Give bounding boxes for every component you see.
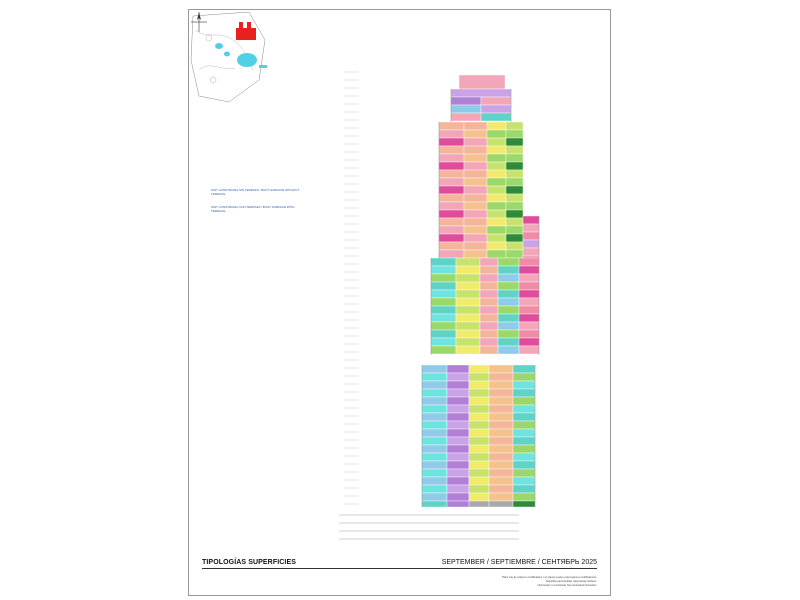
apartment-cell: [439, 186, 464, 194]
apartment-cell: [456, 258, 480, 266]
apartment-cell: [498, 330, 519, 338]
apartment-cell: [464, 154, 487, 162]
apartment-cell: [523, 240, 539, 248]
apartment-cell: [447, 477, 469, 485]
apartment-cell: [480, 322, 498, 330]
apartment-cell: [513, 365, 535, 373]
apartment-cell: [519, 346, 539, 354]
apartment-cell: [439, 162, 464, 170]
apartment-cell: [464, 250, 487, 258]
apartment-cell: [439, 218, 464, 226]
apartment-cell: [431, 298, 456, 306]
apartment-cell: [489, 381, 513, 389]
apartment-cell: [456, 346, 480, 354]
apartment-cell: [513, 469, 535, 477]
apartment-cell: [481, 97, 511, 105]
apartment-cell: [464, 194, 487, 202]
apartment-cell: [498, 314, 519, 322]
apartment-cell: [456, 282, 480, 290]
apartment-cell: [480, 298, 498, 306]
apartment-cell: [469, 469, 489, 477]
apartment-cell: [519, 330, 539, 338]
apartment-cell: [439, 122, 464, 130]
apartment-cell: [513, 461, 535, 469]
apartment-cell: [439, 210, 464, 218]
apartment-cell: [513, 477, 535, 485]
apartment-cell: [456, 314, 480, 322]
apartment-cell: [506, 146, 523, 154]
apartment-cell: [469, 413, 489, 421]
apartment-cell: [489, 429, 513, 437]
apartment-cell: [447, 405, 469, 413]
apartment-cell: [498, 274, 519, 282]
apartment-cell: [506, 186, 523, 194]
apartment-cell: [506, 138, 523, 146]
apartment-cell: [439, 178, 464, 186]
date-label: SEPTEMBER / SEPTIEMBRE / СЕНТЯБРЬ 2025: [441, 559, 597, 566]
apartment-cell: [506, 202, 523, 210]
apartment-cell: [431, 322, 456, 330]
apartment-cell: [464, 218, 487, 226]
apartment-cell: [489, 485, 513, 493]
apartment-cell: [519, 282, 539, 290]
apartment-cell: [489, 453, 513, 461]
apartment-cell: [456, 266, 480, 274]
apartment-cell: [431, 282, 456, 290]
apartment-cell: [498, 258, 519, 266]
apartment-cell: [480, 290, 498, 298]
apartment-cell: [431, 274, 456, 282]
apartment-cell: [464, 130, 487, 138]
apartment-cell: [513, 501, 535, 507]
disclaimer-line: Información no contractual. Non-contractual information.: [537, 584, 597, 587]
apartment-cell: [480, 338, 498, 346]
apartment-cell: [519, 306, 539, 314]
apartment-cell: [431, 346, 456, 354]
apartment-cell: [431, 306, 456, 314]
apartment-cell: [447, 437, 469, 445]
apartment-cell: [422, 485, 447, 493]
apartment-cell: [519, 266, 539, 274]
apartment-cell: [506, 250, 523, 258]
apartment-cell: [464, 178, 487, 186]
apartment-cell: [422, 493, 447, 501]
apartment-cell: [513, 421, 535, 429]
apartment-cell: [469, 397, 489, 405]
apartment-cell: [469, 437, 489, 445]
apartment-cell: [469, 477, 489, 485]
apartment-cell: [469, 365, 489, 373]
apartment-cell: [519, 338, 539, 346]
apartment-cell: [480, 330, 498, 338]
apartment-cell: [523, 248, 539, 256]
apartment-cell: [523, 216, 539, 224]
apartment-cell: [422, 469, 447, 477]
apartment-cell: [487, 194, 506, 202]
apartment-cell: [489, 421, 513, 429]
apartment-cell: [447, 501, 469, 507]
disclaimer-line: Superficies aproximadas. Approximate surfaces.: [545, 580, 597, 583]
apartment-cell: [469, 485, 489, 493]
apartment-cell: [456, 330, 480, 338]
apartment-cell: [487, 234, 506, 242]
apartment-cell: [519, 322, 539, 330]
apartment-cell: [469, 381, 489, 389]
apartment-cell: [439, 138, 464, 146]
apartment-cell: [439, 194, 464, 202]
apartment-cell: [498, 282, 519, 290]
apartment-cell: [513, 429, 535, 437]
apartment-cell: [464, 146, 487, 154]
apartment-cell: [469, 501, 489, 507]
apartment-cell: [498, 298, 519, 306]
apartment-cell: [422, 501, 447, 507]
apartment-cell: [422, 421, 447, 429]
apartment-cell: [469, 405, 489, 413]
apartment-cell: [487, 162, 506, 170]
apartment-cell: [489, 493, 513, 501]
apartment-cell: [519, 274, 539, 282]
apartment-cell: [469, 461, 489, 469]
apartment-cell: [487, 242, 506, 250]
apartment-cell: [513, 405, 535, 413]
apartment-cell: [498, 306, 519, 314]
apartment-cell: [523, 232, 539, 240]
apartment-cell: [456, 338, 480, 346]
apartment-cell: [469, 373, 489, 381]
apartment-cell: [498, 346, 519, 354]
apartment-cell: [513, 453, 535, 461]
apartment-cell: [513, 445, 535, 453]
apartment-cell: [487, 122, 506, 130]
apartment-cell: [464, 242, 487, 250]
apartment-cell: [422, 389, 447, 397]
apartment-cell: [498, 322, 519, 330]
apartment-cell: [439, 242, 464, 250]
apartment-cell: [447, 373, 469, 381]
apartment-cell: [464, 138, 487, 146]
apartment-cell: [464, 162, 487, 170]
apartment-cell: [513, 389, 535, 397]
apartment-cell: [489, 437, 513, 445]
apartment-cell: [513, 397, 535, 405]
apartment-cell: [480, 274, 498, 282]
apartment-cell: [487, 178, 506, 186]
apartment-cell: [523, 224, 539, 232]
apartment-cell: [481, 105, 511, 113]
note-built-with-terrace: SUP. CONSTRUIDA CON TERRAZA / BUILT SURFACE WITH TERRACE: [211, 205, 295, 213]
apartment-cell: [519, 258, 539, 266]
apartment-cell: [469, 389, 489, 397]
apartment-cell: [487, 210, 506, 218]
apartment-cell: [489, 373, 513, 381]
apartment-cell: [487, 146, 506, 154]
apartment-cell: [451, 113, 481, 121]
apartment-cell: [422, 437, 447, 445]
apartment-cell: [489, 469, 513, 477]
apartment-cell: [431, 266, 456, 274]
apartment-cell: [422, 461, 447, 469]
apartment-cell: [464, 226, 487, 234]
apartment-cell: [487, 218, 506, 226]
apartment-cell: [506, 154, 523, 162]
apartment-cell: [513, 493, 535, 501]
apartment-cell: [506, 122, 523, 130]
apartment-cell: [487, 226, 506, 234]
apartment-cell: [513, 437, 535, 445]
apartment-cell: [447, 429, 469, 437]
apartment-cell: [498, 338, 519, 346]
apartment-cell: [513, 413, 535, 421]
apartment-cell: [506, 162, 523, 170]
apartment-cell: [489, 405, 513, 413]
apartment-cell: [464, 202, 487, 210]
apartment-cell: [439, 170, 464, 178]
apartment-cell: [487, 250, 506, 258]
apartment-cell: [469, 421, 489, 429]
apartment-cell: [506, 234, 523, 242]
apartment-cell: [431, 290, 456, 298]
apartment-cell: [431, 258, 456, 266]
apartment-cell: [447, 389, 469, 397]
apartment-cell: [487, 170, 506, 178]
apartment-cell: [489, 461, 513, 469]
bottom-divider: [202, 568, 597, 569]
apartment-cell: [464, 170, 487, 178]
apartment-cell: [489, 445, 513, 453]
apartment-cell: [456, 298, 480, 306]
apartment-cell: [456, 306, 480, 314]
apartment-cell: [422, 397, 447, 405]
apartment-cell: [422, 477, 447, 485]
penthouse-unit: [451, 89, 511, 97]
apartment-cell: [422, 445, 447, 453]
apartment-cell: [447, 461, 469, 469]
apartment-cell: [439, 130, 464, 138]
apartment-cell: [487, 138, 506, 146]
apartment-cell: [480, 306, 498, 314]
apartment-cell: [447, 365, 469, 373]
apartment-cell: [498, 290, 519, 298]
apartment-cell: [447, 485, 469, 493]
apartment-cell: [487, 154, 506, 162]
note-built-without-terrace: SUP. CONSTRUIDA SIN TERRAZA / BUILT SURFACE WITHOUT TERRACE: [211, 188, 300, 196]
apartment-cell: [506, 242, 523, 250]
apartment-cell: [439, 154, 464, 162]
apartment-cell: [513, 485, 535, 493]
apartment-cell: [489, 365, 513, 373]
apartment-cell: [469, 445, 489, 453]
apartment-cell: [498, 266, 519, 274]
apartment-cell: [480, 314, 498, 322]
tower-section: [189, 10, 612, 550]
apartment-cell: [469, 429, 489, 437]
crown-unit: [459, 75, 505, 89]
apartment-cell: [447, 493, 469, 501]
apartment-cell: [422, 373, 447, 381]
apartment-cell: [489, 501, 513, 507]
apartment-cell: [422, 381, 447, 389]
apartment-cell: [480, 346, 498, 354]
apartment-cell: [439, 226, 464, 234]
apartment-cell: [487, 186, 506, 194]
apartment-cell: [464, 210, 487, 218]
apartment-cell: [431, 338, 456, 346]
apartment-cell: [489, 413, 513, 421]
apartment-cell: [489, 397, 513, 405]
apartment-cell: [506, 210, 523, 218]
apartment-cell: [487, 202, 506, 210]
apartment-cell: [480, 266, 498, 274]
apartment-cell: [447, 413, 469, 421]
apartment-cell: [489, 477, 513, 485]
apartment-cell: [439, 234, 464, 242]
apartment-cell: [464, 122, 487, 130]
apartment-cell: [519, 290, 539, 298]
apartment-cell: [506, 194, 523, 202]
apartment-cell: [422, 413, 447, 421]
apartment-cell: [451, 105, 481, 113]
apartment-cell: [513, 373, 535, 381]
apartment-cell: [506, 170, 523, 178]
apartment-cell: [431, 314, 456, 322]
apartment-cell: [506, 178, 523, 186]
apartment-cell: [489, 389, 513, 397]
apartment-cell: [480, 258, 498, 266]
apartment-cell: [456, 290, 480, 298]
apartment-cell: [422, 365, 447, 373]
apartment-cell: [469, 453, 489, 461]
apartment-cell: [506, 218, 523, 226]
apartment-cell: [506, 226, 523, 234]
apartment-cell: [481, 113, 511, 121]
apartment-cell: [447, 381, 469, 389]
apartment-cell: [456, 322, 480, 330]
apartment-cell: [456, 274, 480, 282]
apartment-cell: [422, 405, 447, 413]
apartment-cell: [464, 234, 487, 242]
apartment-cell: [447, 469, 469, 477]
apartment-cell: [447, 421, 469, 429]
apartment-cell: [469, 493, 489, 501]
plan-sheet: [188, 9, 611, 596]
apartment-cell: [464, 186, 487, 194]
apartment-cell: [480, 282, 498, 290]
disclaimer-line: Plans may be subject to modifications. Los planos pueden estar sujetos a modificaciones.: [502, 576, 597, 579]
apartment-cell: [431, 330, 456, 338]
apartment-cell: [422, 453, 447, 461]
apartment-cell: [439, 146, 464, 154]
apartment-cell: [422, 429, 447, 437]
apartment-cell: [451, 97, 481, 105]
apartment-cell: [447, 397, 469, 405]
page-title: TIPOLOGÍAS SUPERFICIES: [202, 559, 296, 566]
apartment-cell: [439, 250, 464, 258]
apartment-cell: [506, 130, 523, 138]
apartment-cell: [519, 314, 539, 322]
apartment-cell: [513, 381, 535, 389]
apartment-cell: [519, 298, 539, 306]
apartment-cell: [439, 202, 464, 210]
apartment-cell: [447, 453, 469, 461]
apartment-cell: [447, 445, 469, 453]
apartment-cell: [487, 130, 506, 138]
